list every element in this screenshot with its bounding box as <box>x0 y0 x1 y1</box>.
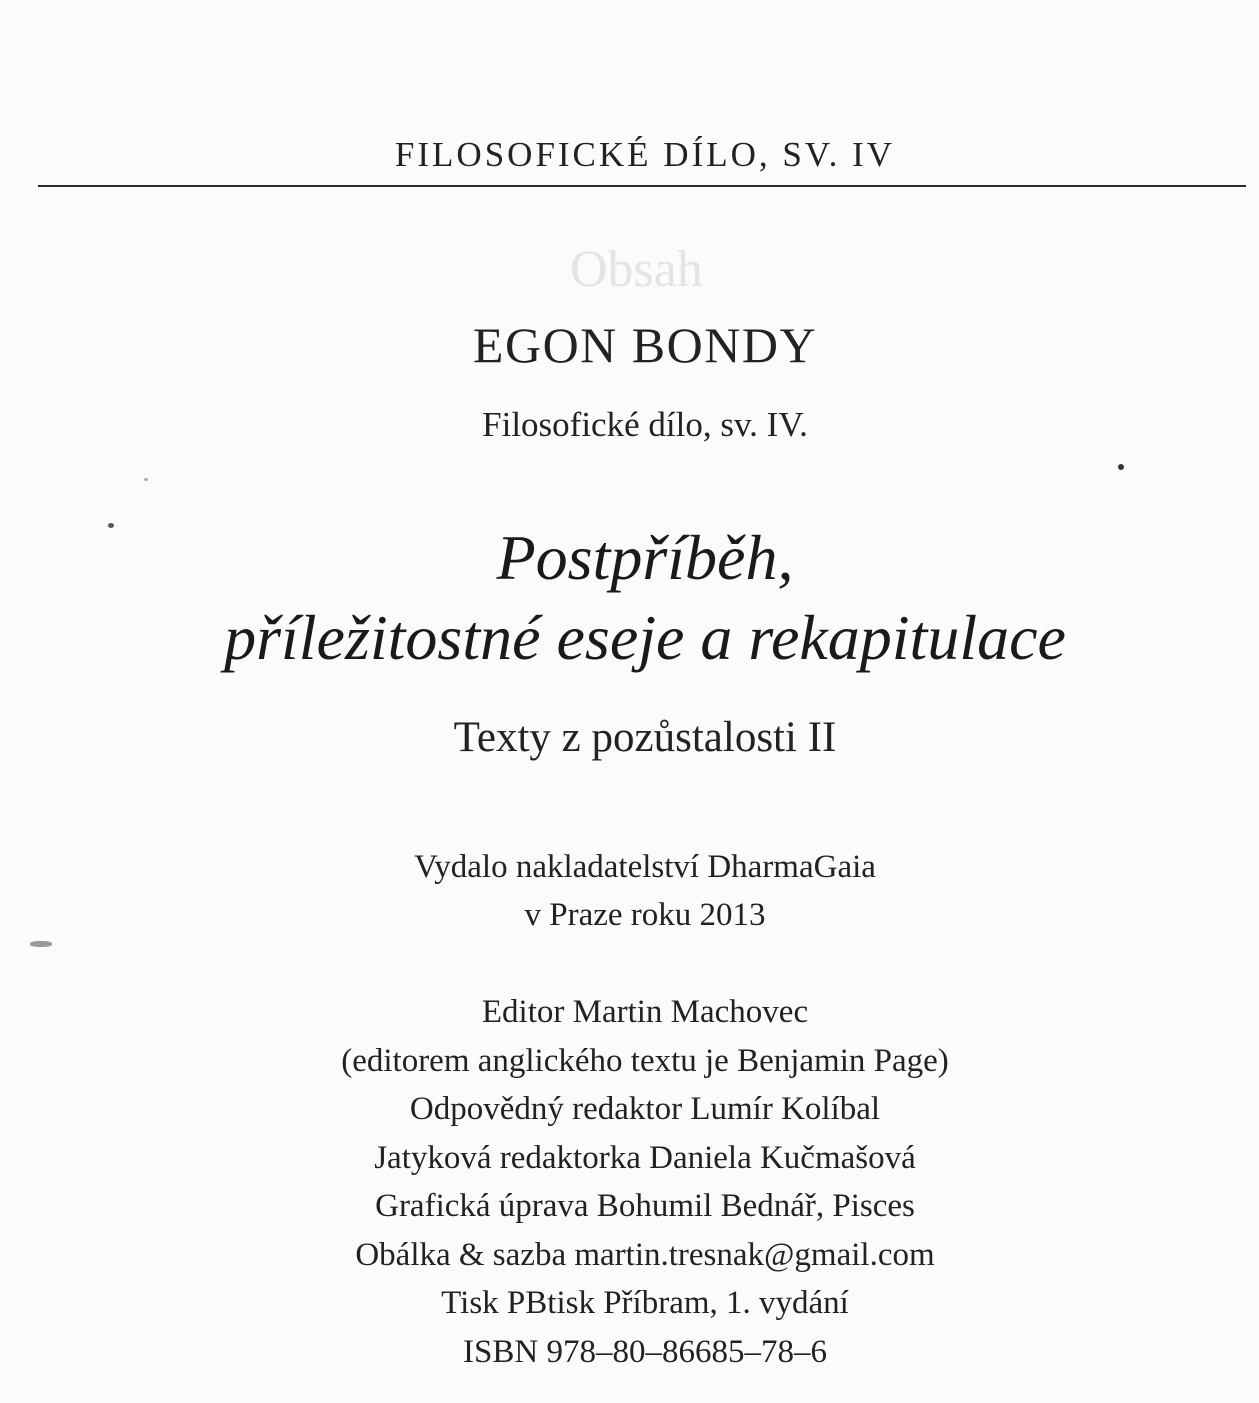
credit-language-editor: Jatyková redaktorka Daniela Kučmašová <box>374 1139 916 1176</box>
series-title: Filosofické dílo, sv. IV. <box>482 405 808 444</box>
paper-speck <box>1118 464 1124 470</box>
credit-english-editor: (editorem anglického textu je Benjamin Page) <box>341 1042 949 1079</box>
credit-cover-typesetting: Obálka & sazba martin.tresnak@gmail.com <box>355 1236 935 1273</box>
publisher-line: v Praze roku 2013 <box>524 897 766 933</box>
book-title <box>0 518 1259 678</box>
paper-speck <box>144 478 148 481</box>
book-title-line-1: Postpříběh, <box>496 522 794 593</box>
header-rule <box>38 185 1246 187</box>
isbn: ISBN 978–80–86685–78–6 <box>463 1333 827 1370</box>
show-through-decoration: Obsah <box>570 241 703 298</box>
paper-speck <box>30 941 52 947</box>
publisher-info <box>0 843 1259 939</box>
credit-graphic-design: Grafická úprava Bohumil Bednář, Pisces <box>375 1188 915 1224</box>
running-head: FILOSOFICKÉ DÍLO, SV. IV <box>394 135 896 174</box>
credits-block <box>0 988 1259 1376</box>
book-title-line-2: příležitostné eseje a rekapitulace <box>224 602 1066 673</box>
credit-responsible-editor: Odpovědný redaktor Lumír Kolíbal <box>409 1091 881 1127</box>
author-name: EGON BONDY <box>472 317 818 373</box>
book-subtitle: Texty z pozůstalosti II <box>453 714 837 761</box>
credit-editor: Editor Martin Machovec <box>481 994 809 1030</box>
credit-printer: Tisk PBtisk Příbram, 1. vydání <box>441 1285 849 1321</box>
publisher-line: Vydalo nakladatelství DharmaGaia <box>414 849 876 885</box>
